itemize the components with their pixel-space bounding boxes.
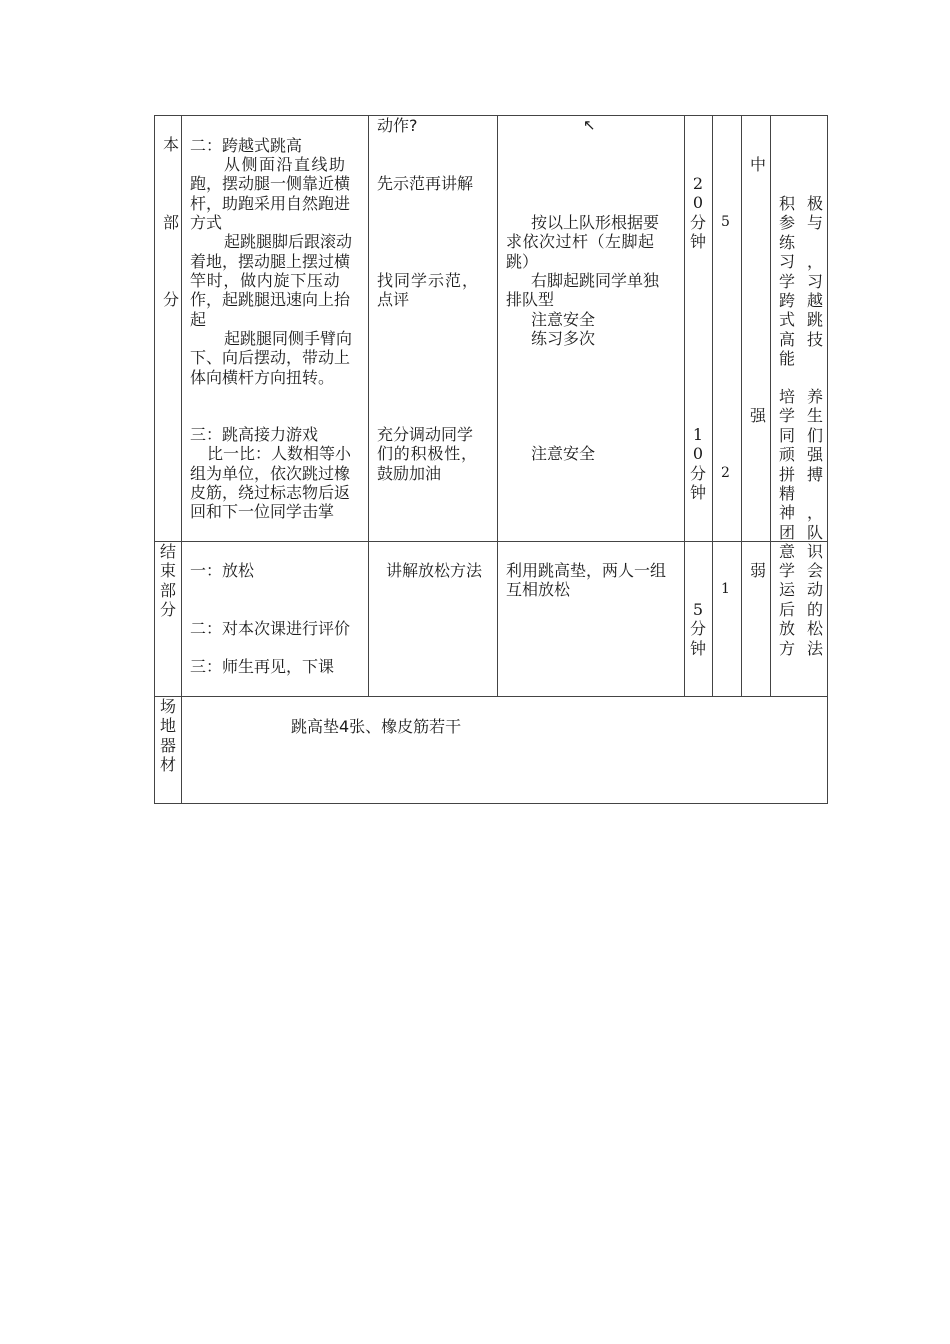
teacher-motivate-line: 鼓励加油 (377, 464, 442, 483)
time-allocation-a: 20分钟 (689, 174, 706, 252)
venue-section-top-rule (154, 696, 828, 697)
teacher-peer-line: 点评 (377, 290, 410, 309)
student-column-rule (684, 115, 685, 697)
end-item-relax: 一：放松 (190, 561, 255, 580)
end-section-top-rule (154, 541, 828, 542)
table-bottom-rule (154, 803, 828, 804)
time-column-rule (712, 115, 713, 697)
venue-section-label: 场地器材 (159, 697, 176, 775)
item2-line: 起跳腿同侧手臂向 (224, 329, 353, 348)
goal-spirit: 培养学生同们顽强拼搏精神，团队意识 (779, 387, 823, 562)
student-safety-note: 注意安全 (531, 444, 596, 463)
item2-line: 杆，助跑采用自然跑进 (190, 194, 351, 213)
venue-equipment-text: 跳高垫4张、橡皮筋若干 (291, 717, 462, 736)
cursor-arrow-icon: ↖ (583, 116, 596, 134)
item2-line: 体向横杆方向扭转。 (190, 368, 335, 387)
teacher-demo-text: 先示范再讲解 (377, 174, 474, 193)
item2-line: 着地，摆动腿上摆过横 (190, 252, 351, 271)
item2-title: 二：跨越式跳高 (190, 136, 303, 155)
intensity-column-rule (770, 115, 771, 697)
item3-line: 比一比：人数相等小 (207, 444, 352, 463)
item3-title: 三：跳高接力游戏 (190, 425, 319, 444)
intensity-a: 中 (750, 155, 767, 174)
teacher-column-rule (497, 115, 498, 697)
end-time-allocation: 5分钟 (689, 600, 706, 658)
item3-line: 组为单位，依次跳过橡 (190, 464, 351, 483)
main-section-label-char1: 本 (163, 135, 180, 154)
content-column-rule (368, 115, 369, 697)
student-right-foot-line: 右脚起跳同学单独 (531, 271, 660, 290)
end-student-line: 利用跳高垫，两人一组 (506, 561, 667, 580)
end-intensity: 弱 (750, 561, 767, 580)
end-goal: 学会运动后的放松方法 (779, 561, 823, 658)
goal-skill: 积极参与练习，学习跨越式跳高技能 (779, 194, 823, 369)
end-repetition-count: 1 (721, 581, 730, 597)
item3-line: 回和下一位同学击掌 (190, 502, 335, 521)
item2-line: 跑，摆动腿一侧靠近横 (190, 174, 351, 193)
student-formation-line: 求依次过杆（左脚起 (506, 232, 655, 251)
item2-line: 作，起跳腿迅速向上抬 (190, 290, 351, 309)
repetition-count-a: 5 (721, 214, 730, 230)
item2-line: 下、向后摆动，带动上 (190, 348, 351, 367)
table-left-rule (154, 115, 155, 804)
end-section-label: 结束部分 (159, 542, 176, 620)
intensity-b: 强 (750, 406, 767, 425)
teacher-motivate-line: 充分调动同学 (377, 425, 474, 444)
teacher-motivate-line: 们的积极性， (377, 444, 478, 463)
student-formation-line: 按以上队形根据要 (531, 213, 660, 232)
end-student-line: 互相放松 (506, 580, 571, 599)
student-formation-line: 跳） (506, 252, 539, 271)
main-section-label-char2: 部 (163, 213, 180, 232)
student-note-line: 练习多次 (531, 329, 596, 348)
teacher-top-line: 动作? (377, 116, 418, 135)
end-teacher-text: 讲解放松方法 (386, 561, 483, 580)
end-item-dismiss: 三：师生再见，下课 (190, 657, 335, 676)
teacher-peer-line: 找同学示范， (377, 271, 480, 290)
item2-line: 竿时，做内旋下压动 (190, 271, 341, 290)
end-item-evaluate: 二：对本次课进行评价 (190, 619, 351, 638)
item2-line: 方式 (190, 213, 223, 232)
main-section-label-char3: 分 (163, 290, 180, 309)
student-note-line: 注意安全 (531, 310, 596, 329)
item2-line: 起跳腿脚后跟滚动 (224, 232, 353, 251)
item2-line: 起 (190, 310, 207, 329)
time-allocation-b: 10分钟 (689, 425, 706, 503)
count-column-rule (741, 115, 742, 697)
table-top-rule (154, 115, 828, 116)
repetition-count-b: 2 (721, 465, 730, 481)
item2-line: 从侧面沿直线助 (224, 155, 347, 174)
table-right-rule (827, 115, 828, 804)
label-column-rule (181, 115, 182, 804)
item3-line: 皮筋，绕过标志物后返 (190, 483, 351, 502)
student-right-foot-line: 排队型 (506, 290, 555, 309)
